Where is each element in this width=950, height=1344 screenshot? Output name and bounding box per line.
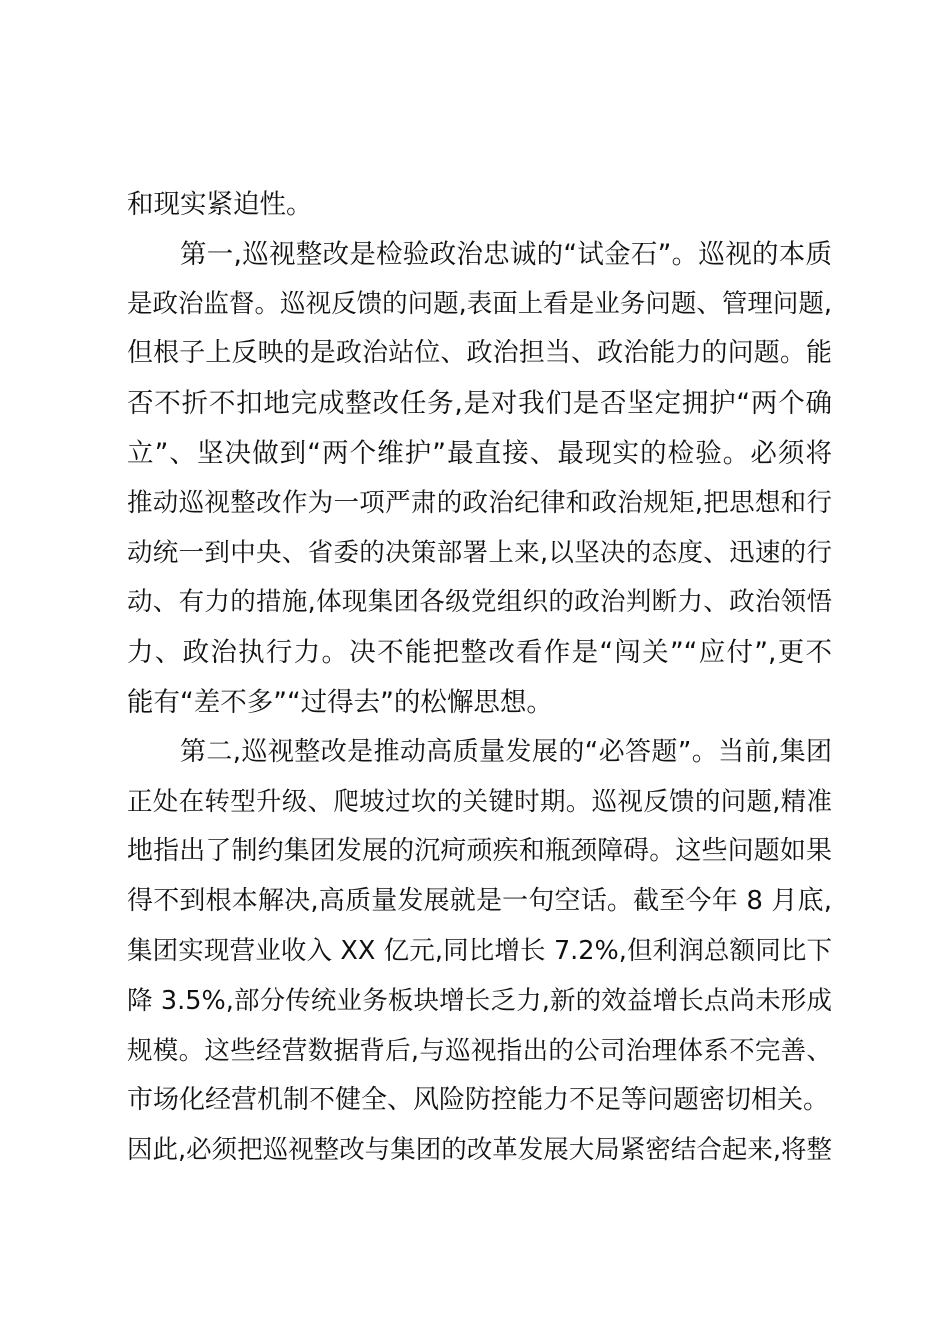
text-line: 推动巡视整改作为一项严肃的政治纪律和政治规矩,把思想和行	[127, 487, 832, 518]
text-line: 但根子上反映的是政治站位、政治担当、政治能力的问题。能	[127, 338, 832, 369]
text-line: 市场化经营机制不健全、风险防控能力不足等问题密切相关。	[127, 1085, 830, 1116]
text-line: 动、有力的措施,体现集团各级党组织的政治判断力、政治领悟	[127, 587, 832, 618]
text-line: 否不折不扣地完成整改任务,是对我们是否坚定拥护“两个确	[127, 388, 832, 420]
text-line: 降 3.5%,部分传统业务板块增长乏力,新的效益增长点尚未形成	[127, 985, 832, 1016]
text-line: 因此,必须把巡视整改与集团的改革发展大局紧密结合起来,将整	[127, 1135, 832, 1166]
text-line: 力、政治执行力。决不能把整改看作是“闯关”“应付”,更不	[127, 637, 832, 669]
body-text	[127, 180, 832, 1176]
text-line: 集团实现营业收入 XX 亿元,同比增长 7.2%,但利润总额同比下	[127, 935, 832, 966]
text-line: 地指出了制约集团发展的沉疴顽疾和瓶颈障碍。这些问题如果	[127, 836, 832, 867]
text-line: 能有“差不多”“过得去”的松懈思想。	[127, 686, 553, 718]
text-line: 立”、坚决做到“两个维护”最直接、最现实的检验。必须将	[127, 437, 832, 469]
text-line: 规模。这些经营数据背后,与巡视指出的公司治理体系不完善、	[127, 1035, 832, 1066]
text-line: 正处在转型升级、爬坡过坎的关键时期。巡视反馈的问题,精准	[127, 786, 832, 817]
text-line: 是政治监督。巡视反馈的问题,表面上看是业务问题、管理问题,	[127, 288, 832, 319]
text-line: 得不到根本解决,高质量发展就是一句空话。截至今年 8 月底,	[127, 886, 832, 917]
text-line: 动统一到中央、省委的决策部署上来,以坚决的态度、迅速的行	[127, 537, 832, 568]
paragraph-first-line: 第二,巡视整改是推动高质量发展的“必答题”。当前,集团	[180, 736, 832, 767]
paragraph-first-line: 第一,巡视整改是检验政治忠诚的“试金石”。巡视的本质	[180, 238, 832, 270]
text-line: 和现实紧迫性。	[127, 189, 313, 220]
